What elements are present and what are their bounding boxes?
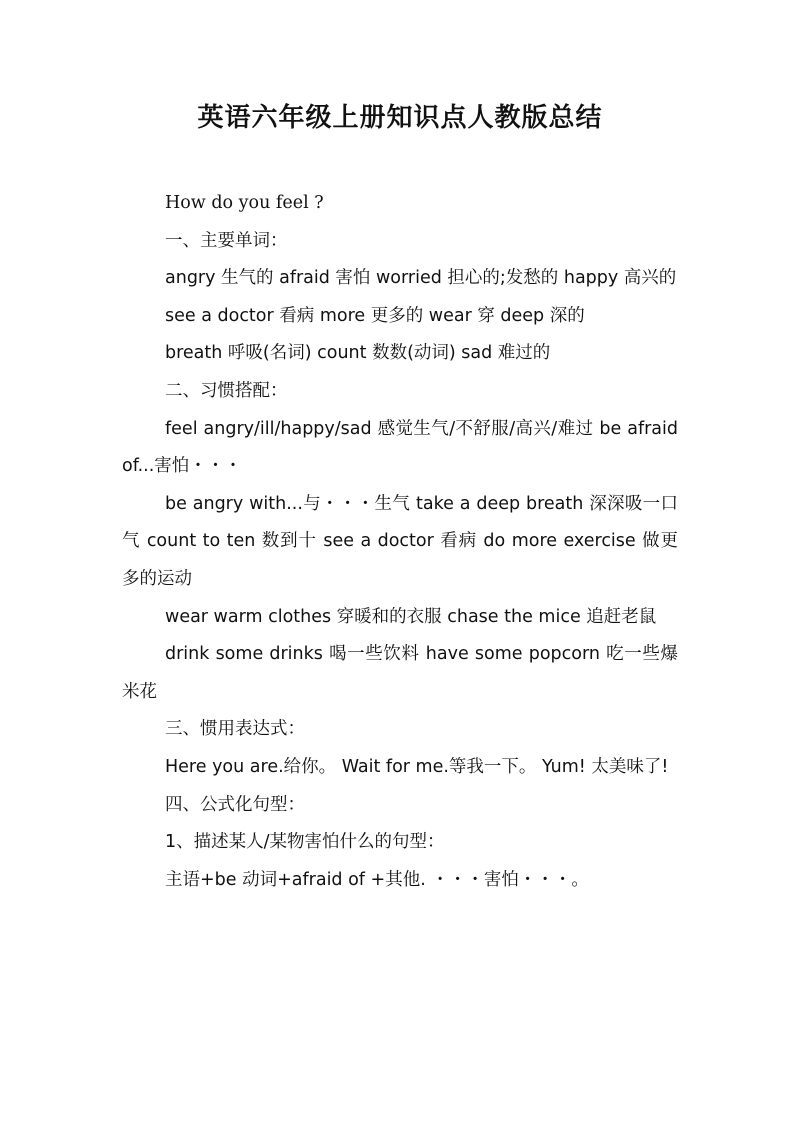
section-heading-sentence-patterns: 四、公式化句型：	[165, 794, 305, 815]
section-heading-how-do-you-feel: How do you feel ?	[165, 193, 324, 213]
collocation-line-4: drink some drinks 喝一些饮料 have some popcorn 吃一些爆米花	[122, 644, 678, 702]
document-body	[122, 185, 678, 899]
section-heading-main-words: 一、主要单词：	[165, 230, 288, 251]
expression-line-1: Here you are.给你。 Wait for me.等我一下。 Yum! 太美味了!	[165, 756, 669, 777]
vocab-line-3: breath 呼吸(名词) count 数数(动词) sad 难过的	[165, 343, 551, 364]
vocab-line-1: angry 生气的 afraid 害怕 worried 担心的;发愁的 happy 高兴的	[165, 268, 677, 289]
vocab-line-2: see a doctor 看病 more 更多的 wear 穿 deep 深的	[165, 305, 585, 326]
collocation-line-3: wear warm clothes 穿暖和的衣服 chase the mice 追赶老鼠	[165, 606, 657, 627]
page-title: 英语六年级上册知识点人教版总结	[197, 103, 603, 133]
pattern-heading-1: 1、描述某人/某物害怕什么的句型：	[165, 832, 445, 853]
pattern-line-1: 主语+be 动词+afraid of +其他. ・・・害怕・・・。	[165, 869, 589, 890]
collocation-line-2: be angry with...与・・・生气 take a deep breath 深深吸一口气 count to ten 数到十 see a doctor 看病 do more exercise 做更多的运动	[122, 493, 678, 589]
section-heading-collocations: 二、习惯搭配：	[165, 380, 288, 401]
collocation-line-1: feel angry/ill/happy/sad 感觉生气/不舒服/高兴/难过 be afraid of...害怕・・・	[122, 418, 678, 477]
section-heading-expressions: 三、惯用表达式：	[165, 719, 305, 740]
